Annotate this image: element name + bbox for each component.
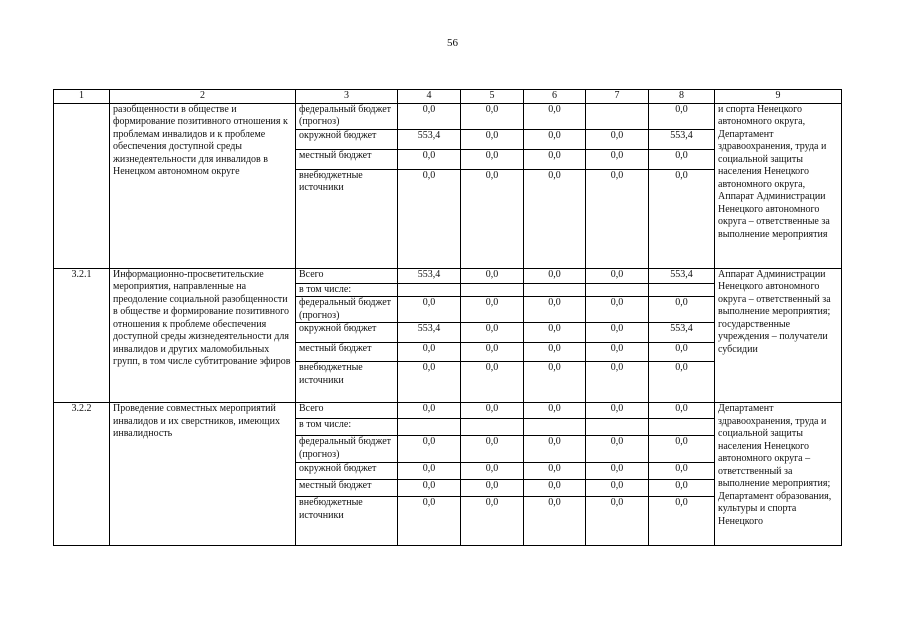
column-header: 4	[398, 90, 461, 104]
amount-cell: 0,0	[398, 497, 461, 546]
amount-cell: 0,0	[524, 362, 586, 403]
funding-source: Всего	[296, 268, 398, 283]
amount-cell: 0,0	[461, 497, 524, 546]
amount-cell: 0,0	[586, 149, 649, 169]
amount-cell: 553,4	[398, 323, 461, 343]
column-header: 8	[649, 90, 715, 104]
amount-cell: 0,0	[461, 297, 524, 323]
amount-cell: 0,0	[524, 103, 586, 129]
funding-source: федеральный бюджет (прогноз)	[296, 103, 398, 129]
column-header: 1	[54, 90, 110, 104]
amount-cell: 0,0	[398, 436, 461, 463]
amount-cell: 0,0	[398, 362, 461, 403]
amount-cell: 0,0	[586, 297, 649, 323]
amount-cell: 0,0	[586, 497, 649, 546]
amount-cell: 0,0	[586, 463, 649, 480]
column-header: 3	[296, 90, 398, 104]
amount-cell	[398, 419, 461, 436]
funding-source: в том числе:	[296, 419, 398, 436]
column-header: 9	[715, 90, 842, 104]
column-header-row	[54, 90, 842, 104]
budget-table	[53, 89, 842, 546]
amount-cell: 0,0	[586, 436, 649, 463]
amount-cell: 0,0	[524, 268, 586, 283]
funding-source: федеральный бюджет (прогноз)	[296, 436, 398, 463]
amount-cell: 0,0	[524, 497, 586, 546]
table-row	[54, 268, 842, 283]
amount-cell: 0,0	[461, 129, 524, 149]
amount-cell: 0,0	[586, 403, 649, 419]
amount-cell	[524, 419, 586, 436]
responsible-executor: и спорта Ненецкого автономного округа, Департамент здравоохранения, труда и социальной защиты населения Ненецкого автономного округа, Аппарат Администрации Ненецкого автономного округа – ответственные за выполнение мероприятия	[715, 103, 842, 268]
amount-cell: 0,0	[524, 129, 586, 149]
amount-cell: 0,0	[398, 297, 461, 323]
amount-cell: 553,4	[398, 268, 461, 283]
amount-cell: 0,0	[524, 149, 586, 169]
funding-source: окружной бюджет	[296, 463, 398, 480]
amount-cell: 0,0	[649, 463, 715, 480]
amount-cell: 0,0	[524, 343, 586, 362]
amount-cell: 0,0	[649, 343, 715, 362]
amount-cell: 0,0	[398, 149, 461, 169]
amount-cell: 0,0	[649, 297, 715, 323]
amount-cell: 0,0	[461, 343, 524, 362]
funding-source: внебюджетные источники	[296, 362, 398, 403]
amount-cell	[649, 419, 715, 436]
amount-cell: 0,0	[524, 403, 586, 419]
amount-cell: 0,0	[586, 129, 649, 149]
responsible-executor: Аппарат Администрации Ненецкого автономного округа – ответственный за выполнение мероприятия; государственные учреждения – получатели субсидии	[715, 268, 842, 403]
funding-source: местный бюджет	[296, 480, 398, 497]
table-row	[54, 103, 842, 129]
amount-cell: 0,0	[398, 403, 461, 419]
amount-cell: 553,4	[649, 323, 715, 343]
item-description: разобщенности в обществе и формирование позитивного отношения к проблемам инвалидов и к проблеме обеспечения доступной среды жизнедеятельности для инвалидов в Ненецком автономном округе	[110, 103, 296, 268]
amount-cell: 0,0	[649, 480, 715, 497]
funding-source: в том числе:	[296, 283, 398, 297]
amount-cell: 0,0	[649, 149, 715, 169]
amount-cell: 0,0	[398, 103, 461, 129]
amount-cell: 0,0	[586, 323, 649, 343]
funding-source: местный бюджет	[296, 343, 398, 362]
amount-cell: 0,0	[586, 268, 649, 283]
amount-cell: 0,0	[398, 169, 461, 268]
amount-cell: 0,0	[586, 480, 649, 497]
amount-cell: 0,0	[398, 463, 461, 480]
amount-cell: 0,0	[461, 169, 524, 268]
amount-cell: 0,0	[649, 362, 715, 403]
amount-cell: 0,0	[586, 343, 649, 362]
amount-cell: 553,4	[649, 268, 715, 283]
amount-cell: 0,0	[461, 480, 524, 497]
page-number: 56	[447, 37, 458, 49]
amount-cell	[461, 419, 524, 436]
funding-source: Всего	[296, 403, 398, 419]
amount-cell: 0,0	[461, 149, 524, 169]
amount-cell: 553,4	[649, 129, 715, 149]
amount-cell: 0,0	[461, 103, 524, 129]
amount-cell: 0,0	[398, 480, 461, 497]
amount-cell: 0,0	[524, 436, 586, 463]
amount-cell: 0,0	[524, 463, 586, 480]
funding-source: местный бюджет	[296, 149, 398, 169]
amount-cell: 0,0	[461, 323, 524, 343]
amount-cell: 0,0	[649, 169, 715, 268]
item-number	[54, 103, 110, 268]
amount-cell: 0,0	[461, 403, 524, 419]
amount-cell: 0,0	[649, 436, 715, 463]
column-header: 7	[586, 90, 649, 104]
amount-cell	[398, 283, 461, 297]
item-description: Проведение совместных мероприятий инвалидов и их сверстников, имеющих инвалидность	[110, 403, 296, 546]
table-body	[54, 90, 842, 546]
column-header: 5	[461, 90, 524, 104]
amount-cell	[586, 419, 649, 436]
amount-cell: 0,0	[524, 323, 586, 343]
funding-source: окружной бюджет	[296, 129, 398, 149]
funding-source: окружной бюджет	[296, 323, 398, 343]
amount-cell	[586, 283, 649, 297]
funding-source: федеральный бюджет (прогноз)	[296, 297, 398, 323]
amount-cell: 0,0	[524, 480, 586, 497]
amount-cell: 0,0	[461, 268, 524, 283]
funding-source: внебюджетные источники	[296, 169, 398, 268]
amount-cell: 0,0	[649, 403, 715, 419]
funding-source: внебюджетные источники	[296, 497, 398, 546]
amount-cell	[524, 283, 586, 297]
amount-cell	[586, 103, 649, 129]
amount-cell	[649, 283, 715, 297]
amount-cell: 0,0	[461, 362, 524, 403]
amount-cell: 0,0	[461, 463, 524, 480]
amount-cell: 0,0	[398, 343, 461, 362]
amount-cell: 0,0	[649, 497, 715, 546]
amount-cell: 0,0	[586, 362, 649, 403]
item-description: Информационно-просветительские мероприятия, направленные на преодоление социальной разобщенности в обществе и формирование позитивного отношения к проблеме обеспечения доступной среды жизнедеятельности для инвалидов и других маломобильных групп, в том числе субтитрование эфиров	[110, 268, 296, 403]
amount-cell: 0,0	[461, 436, 524, 463]
column-header: 2	[110, 90, 296, 104]
amount-cell: 0,0	[524, 297, 586, 323]
amount-cell	[461, 283, 524, 297]
amount-cell: 0,0	[649, 103, 715, 129]
amount-cell: 0,0	[586, 169, 649, 268]
item-number: 3.2.1	[54, 268, 110, 403]
item-number: 3.2.2	[54, 403, 110, 546]
table-row	[54, 403, 842, 419]
amount-cell: 553,4	[398, 129, 461, 149]
amount-cell: 0,0	[524, 169, 586, 268]
column-header: 6	[524, 90, 586, 104]
responsible-executor: Департамент здравоохранения, труда и социальной защиты населения Ненецкого автономного округа – ответственный за выполнение мероприятия; Департамент образования, культуры и спорта Ненецкого	[715, 403, 842, 546]
